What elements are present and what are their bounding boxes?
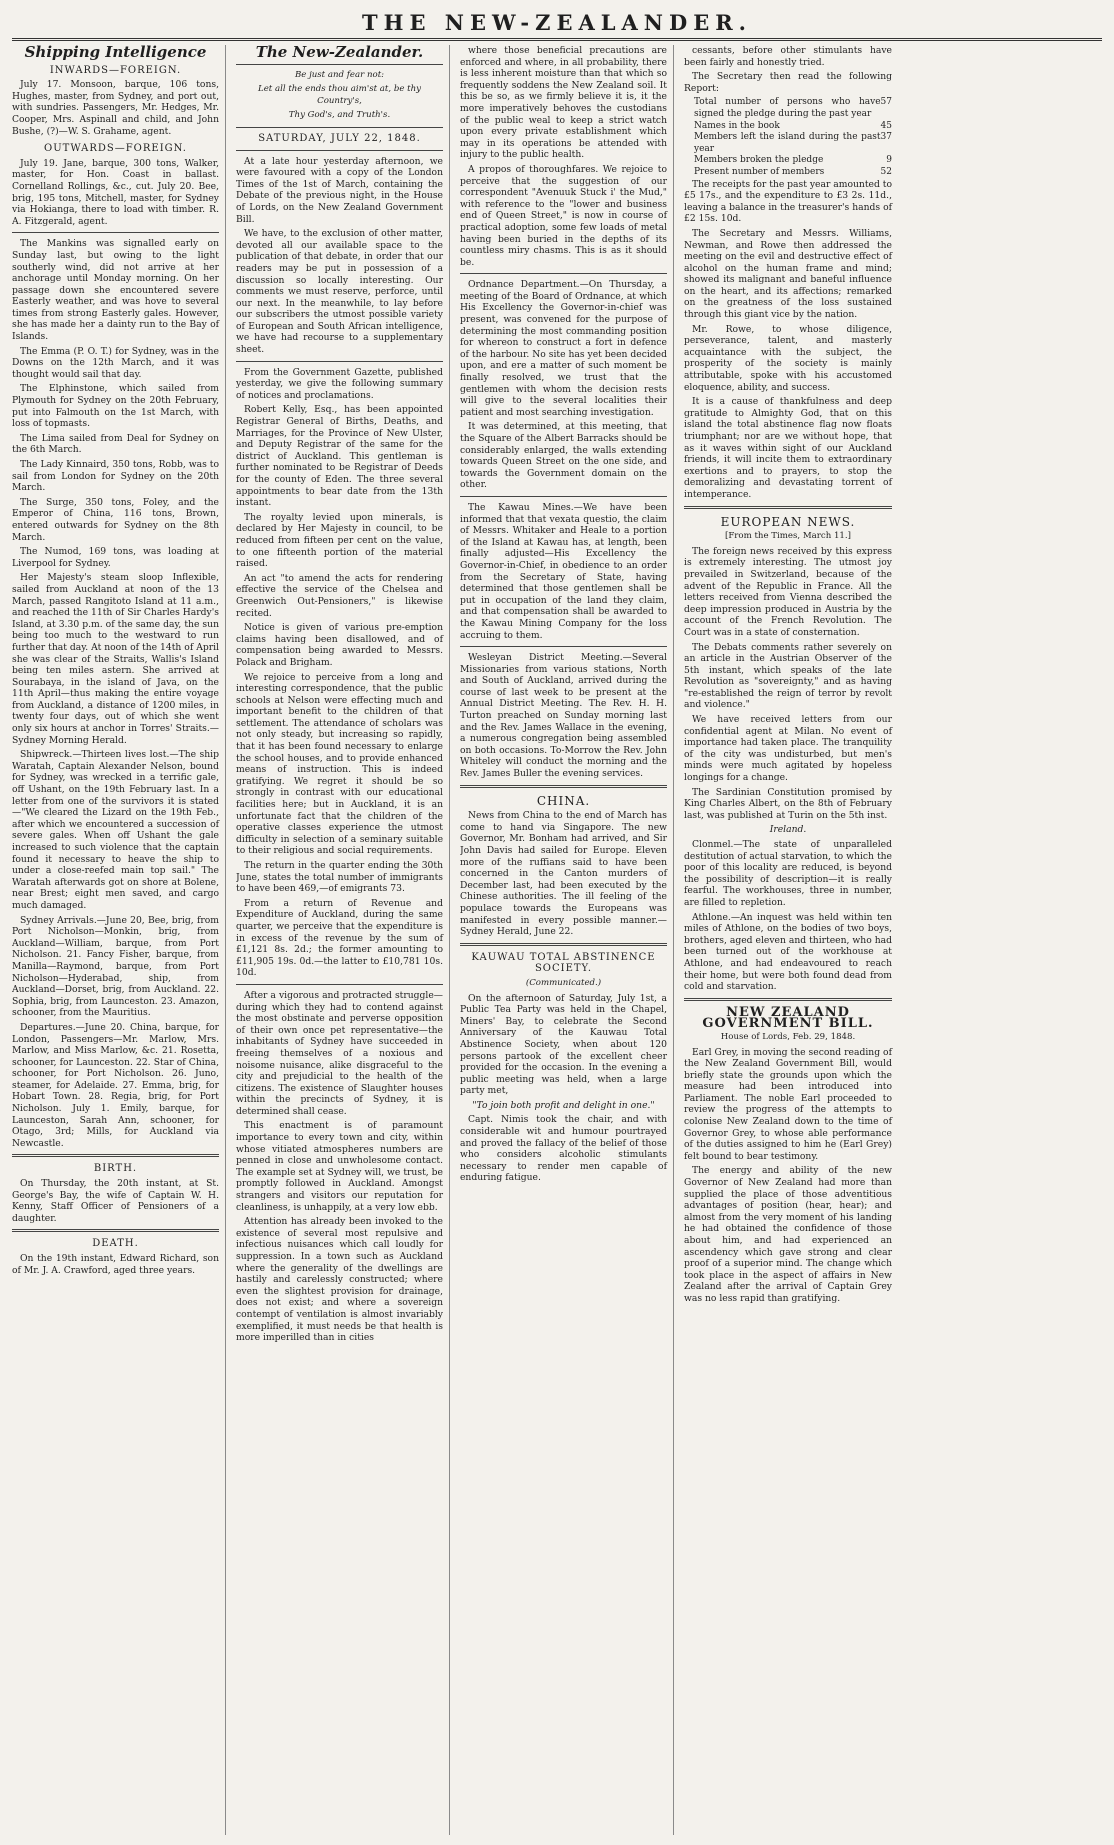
column-news <box>684 45 898 1835</box>
divider <box>236 150 443 151</box>
abstinence-quote: "To join both profit and delight in one." <box>472 1099 655 1111</box>
stat-row <box>684 167 892 179</box>
editorial-title: The New-Zealander. <box>255 45 424 61</box>
news-para: Athlone.—An inquest was held within ten miles of Athlone, on the bodies of two boys, brothers, aged eleven and thirteen, who had been turned out of the workhouse at Athlone, and had endeavoured to reach their home, but were both found dead from cold and starvation. <box>684 911 892 993</box>
abstinence-heading: KAUWAU TOTAL ABSTINENCE SOCIETY. <box>471 951 656 975</box>
column-shipping <box>12 45 226 1835</box>
abstinence-para: On the afternoon of Saturday, July 1st, a Public Tea Party was held in the Chapel, Miners' Bay, to celebrate the Second Anniversary of the Kauwau Total Abstinence Society, when about 120 persons partook of the excellent cheer provided for the occasion. In the evening a public meeting was held, when a large party met, <box>460 992 667 1097</box>
inwards-heading: INWARDS—FOREIGN. <box>49 64 182 76</box>
editorial-para: At a late hour yesterday afternoon, we were favoured with a copy of the London Times of the 1st of March, containing the Debate of the previous night, in the House of Lords, on the New Zealand Government Bill. <box>236 155 443 225</box>
divider <box>236 361 443 362</box>
shipping-para: The Elphinstone, which sailed from Plymouth for Sydney on the 20th February, put into Falmouth on the 1st March, with loss of topmasts. <box>12 383 219 430</box>
china-heading: CHINA. <box>536 793 591 808</box>
birth-notice: On Thursday, the 20th instant, at St. George's Bay, the wife of Captain W. H. Kenny, Staff Officer of Pensioners of a daughter. <box>12 1178 219 1224</box>
divider <box>236 64 443 65</box>
editorial-para: We have, to the exclusion of other matter, devoted all our available space to the publication of that debate, in order that our readers may be put in possession of a discussion so locally interesting. Our comments we must reserve, perforce, until our next. In the meanwhile, to lay before our subscribers the utmost possible variety of European and South African intelligence, we have had recourse to a supplementary sheet. <box>236 228 443 356</box>
stat-row <box>684 132 892 155</box>
columns <box>12 45 1102 1835</box>
ordnance-para: Ordnance Department.—On Thursday, a meeting of the Board of Ordnance, at which His Excellency the Governor-in-chief was present, was convened for the purpose of determining the most commanding position for whereon to construct a fort in defence of the harbour. No site has yet been decided upon, and ere a matter of such moment be finally resolved, we trust that the gentlemen with whom the decision rests will give to the several localities their patient and most searching investigation. <box>460 279 667 418</box>
shipping-title: Shipping Intelligence <box>24 45 207 61</box>
divider <box>12 1229 219 1232</box>
editorial-para: An act "to amend the acts for rendering effective the service of the Chelsea and Greenwich Out-Pensioners," is likewise recited. <box>236 572 443 619</box>
stat-value: 52 <box>880 166 892 177</box>
stat-label: Total number of persons who have signed the pledge during the past year <box>694 97 881 119</box>
death-heading: DEATH. <box>92 1238 139 1250</box>
outwards-text: July 19. Jane, barque, 300 tons, Walker, master, for Hon. Coast in ballast. Cornelland Rollings, &c., cut. July 20. Bee, brig, 195 tons, Mitchell, master, for Sydney via Hokianga, there to load with timber. R. A. Fitzgerald, agent. <box>12 157 219 227</box>
divider <box>460 943 667 946</box>
news-para: We have received letters from our confidential agent at Milan. No event of importance had taken place. The tranquility of the city was undisturbed, but men's minds were much agitated by hopeless longings for a change. <box>684 714 892 784</box>
column-editorial <box>236 45 450 1835</box>
news-para: The foreign news received by this express is extremely interesting. The utmost joy prevailed in Switzerland, because of the advent of the Republic in France. All the letters received from Vienna described the deep impression produced in Austria by the account of the French Revolution. The Court was in a state of consternation. <box>684 545 892 638</box>
motto-line: Thy God's, and Truth's. <box>288 110 391 121</box>
stat-row <box>684 155 892 167</box>
report-stats <box>684 97 892 178</box>
divider <box>460 646 667 647</box>
death-notice: On the 19th instant, Edward Richard, son of Mr. J. A. Crawford, aged three years. <box>12 1253 219 1276</box>
editorial-para: We rejoice to perceive from a long and interesting correspondence, that the public schools at Nelson were effecting much and important benefit to the children of that settlement. The attendance of scholars was not only steady, but increasing so rapidly, that it has been found necessary to enlarge the school houses, and to provide enhanced means of instruction. This is indeed gratifying. We regret it should be so strongly in contrast with our educational facilities here; but in Auckland, it is an unfortunate fact that the children of the operative classes experience the utmost difficulty in selection of a seminary suitable to their religious and social requirements. <box>236 671 443 857</box>
local-para: A propos of thoroughfares. We rejoice to perceive that the suggestion of our correspondent "Avenuuk Stuck i' the Mud," with reference to the "lower and business end of Queen Street," is now in course of practical adoption, some few loads of metal having been buried in the depths of its countless miry chasms. This is as it should be. <box>460 163 667 268</box>
divider <box>236 127 443 128</box>
china-para: News from China to the end of March has come to hand via Singapore. The new Governor, Mr. Bonham had arrived, and Sir John Davis had sailed for Europe. Eleven more of the ruffians said to have been concerned in the Canton murders of December last, had been executed by the Chinese authorities. The ill feeling of the populace towards the Europeans was manifested in every possible manner.—Sydney Herald, June 22. <box>460 810 667 938</box>
stat-label: Members left the island during the past year <box>694 132 881 154</box>
news-para: The Sardinian Constitution promised by King Charles Albert, on the 8th of February last, was published at Turin on the 5th inst. <box>684 786 892 821</box>
european-news-heading: EUROPEAN NEWS. <box>720 514 856 529</box>
divider <box>684 506 892 509</box>
editorial-para: After a vigorous and protracted struggle—during which they had to contend against the most obstinate and perverse opposition of their own once pet representative—the inhabitants of Sydney have succeeded in freeing themselves of a noxious and noisome nuisance, alike disgraceful to the city and prejudicial to the health of the citizens. The existence of Slaughter houses within the precincts of Sydney, it is determined shall cease. <box>236 989 443 1117</box>
shipping-para: The Lima sailed from Deal for Sydney on the 6th March. <box>12 432 219 456</box>
column-local <box>460 45 674 1835</box>
editorial-para: This enactment is of paramount importance to every town and city, within whose vitiated atmospheres numbers are penned in close and unwholesome contact. The example set at Sydney will, we trust, be promptly followed in Auckland. Amongst strangers and visitors our reputation for cleanliness, is unhappily, at a very low ebb. <box>236 1120 443 1213</box>
ireland-heading: Ireland. <box>769 824 807 836</box>
sydney-arrivals: Sydney Arrivals.—June 20, Bee, brig, from Port Nicholson—Monkin, brig, from Auckland—William, barque, from Port Nicholson. 21. Fancy Fisher, barque, from Manilla—Raymond, barque, from Port Nicholson—Hyderabad, ship, from Auckland—Dorset, brig, from Auckland. 22. Sophia, brig, from Launceston. 23. Amazon, schooner, from the Mauritius. <box>12 914 219 1019</box>
divider <box>460 496 667 497</box>
shipwreck-para: Shipwreck.—Thirteen lives lost.—The ship Waratah, Captain Alexander Nelson, bound for Sydney, was wrecked in a terrific gale, off Ushant, on the 19th February last. In a letter from one of the survivors it is stated—"We cleared the Lizard on the 19th Feb., after which we encountered a succession of severe gales. When off Ushant the gale increased to such violence that the captain found it necessary to heave the ship to under a close-reefed main top sail." The Waratah afterwards got on shore at Bolene, near Brest; eight men saved, and cargo much damaged. <box>12 749 219 911</box>
editorial-para: Attention has already been invoked to the existence of several most repulsive and infectious nuisances which call loudly for suppression. In a town such as Auckland where the generality of the dwellings are hastily and carelessly constructed; where even the slightest provision for drainage, does not exist; and where a sovereign contempt of ventilation is almost invariably exemplified, it must needs be that health is more imperilled than in cities <box>236 1216 443 1344</box>
nz-bill-subheading: House of Lords, Feb. 29, 1848. <box>720 1031 856 1042</box>
report-para: It is a cause of thankfulness and deep gratitude to Almighty God, that on this island the total abstinence flag now floats triumphant; nor are we without hope, that as it waves within sight of our Auckland friends, it will incite them to extraordinary exertions and to prayers, to stop the demoralizing and devastating torrent of intemperance. <box>684 396 892 500</box>
stat-label: Present number of members <box>694 166 825 177</box>
shipping-para: The Emma (P. O. T.) for Sydney, was in the Downs on the 12th March, and it was thought would sail that day. <box>12 345 219 380</box>
stat-value: 9 <box>886 155 892 166</box>
abstinence-para: Capt. Nimis took the chair, and with considerable wit and humour pourtrayed and proved the fallacy of the belief of those who considers alcoholic stimulants necessary to render men capable of enduring fatigue. <box>460 1114 667 1184</box>
editorial-para: Robert Kelly, Esq., has been appointed Registrar General of Births, Deaths, and Marriages, for the Province of New Ulster, and Deputy Registrar of the same for the district of Auckland. This gentleman is further nominated to be Registrar of Deeds for the county of Eden. The three several appointments to bear date from the 13th instant. <box>236 404 443 509</box>
ordnance-para: It was determined, at this meeting, that the Square of the Albert Barracks should be considerably enlarged, the walls extending towards Queen Street on the one side, and towards the Government domain on the other. <box>460 421 667 491</box>
nz-bill-para: Earl Grey, in moving the second reading of the New Zealand Government Bill, would briefly state the grounds upon which the measure had been introduced into Parliament. The noble Earl proceeded to review the progress of the attempts to colonise New Zealand down to the time of Governor Grey, to whose able performance of the duties assigned to him he (Earl Grey) felt bound to bear testimony. <box>684 1046 892 1162</box>
divider <box>12 232 219 233</box>
birth-heading: BIRTH. <box>93 1163 138 1175</box>
masthead: THE NEW-ZEALANDER. <box>361 10 752 35</box>
editorial-para: Notice is given of various pre-emption claims having been disallowed, and of compensation being awarded to Messrs. Polack and Brigham. <box>236 622 443 668</box>
shipping-para: Her Majesty's steam sloop Inflexible, sailed from Auckland at noon of the 13 March, passed Rangitoto Island at 11 a.m., and reached the 11th of Sir Charles Hardy's Island, at 3.30 p.m. of the same day, the sun being too much to the westward to run further that day. At noon of the 14th of April she was clear of the Straits, Wallis's Island being ten miles astern. She arrived at Sourabaya, in the island of Java, on the 11th April—thus making the entire voyage from Auckland, a distance of 1200 miles, in twenty four days, out of which she went only six hours at anchor in Torres' Straits.—Sydney Morning Herald. <box>12 572 219 746</box>
editorial-para: The return in the quarter ending the 30th June, states the total number of immigrants to have been 469,—of emigrants 73. <box>236 860 443 895</box>
editorial-para: From a return of Revenue and Expenditure of Auckland, during the same quarter, we perceive that the expenditure is in excess of the revenue by the sum of £1,121 8s. 2d.; the former amounting to £11,905 19s. 0d.—the latter to £10,781 10s. 10d. <box>236 897 443 979</box>
abstinence-subheading: (Communicated.) <box>525 977 602 988</box>
editorial-para: From the Government Gazette, published yesterday, we give the following summary of notices and proclamations. <box>236 366 443 401</box>
divider <box>12 1154 219 1157</box>
inwards-text: July 17. Monsoon, barque, 106 tons, Hughes, master, from Sydney, and port out, with sundries. Passengers, Mr. Hedges, Mr. Cooper, Mrs. Aspinall and child, and John Bushe, (?)—W. S. Grahame, agent. <box>12 79 219 137</box>
divider <box>460 273 667 274</box>
wesleyan-para: Wesleyan District Meeting.—Several Missionaries from various stations, North and South of Auckland, arrived during the course of last week to be present at the Annual District Meeting. The Rev. H. H. Turton preached on Sunday morning last and the Rev. James Wallace in the evening, a numerous congregation being assembled on both occasions. To-Morrow the Rev. John Whiteley will conduct the morning and the Rev. James Buller the evening services. <box>460 652 667 780</box>
news-para: The Debats comments rather severely on an article in the Austrian Observer of the 5th instant, which speaks of the late Revolution as "sovereignty," and as having "re-established the reign of terror by revolt and violence." <box>684 641 892 711</box>
editorial-para: The royalty levied upon minerals, is declared by Her Majesty in council, to be reduced from fifteen per cent on the value, to one fifteenth portion of the material raised. <box>236 511 443 570</box>
divider <box>460 785 667 788</box>
stat-value: 37 <box>880 132 892 143</box>
motto-line: Let all the ends thou aim'st at, be thy Country's, <box>257 84 421 106</box>
shipping-para: The Numod, 169 tons, was loading at Liverpool for Sydney. <box>12 546 219 569</box>
report-para: Mr. Rowe, to whose diligence, perseverance, talent, and masterly acquaintance with the subject, the prosperity of the society is mainly attributable, spoke with his accustomed eloquence, ability, and success. <box>684 323 892 393</box>
report-intro: The Secretary then read the following Report: <box>684 71 892 94</box>
stat-label: Members broken the pledge <box>694 155 824 166</box>
stat-label: Names in the book <box>694 120 780 131</box>
european-news-source: [From the Times, March 11.] <box>724 531 851 542</box>
divider <box>236 984 443 985</box>
divider <box>684 998 892 1001</box>
outwards-heading: OUTWARDS—FOREIGN. <box>44 143 187 155</box>
nz-bill-para: The energy and ability of the new Governor of New Zealand had more than supplied the place of those adventitious advantages of position (hear, hear); and almost from the very moment of his landing he had obtained the confidence of those about him, and had experienced an ascendency which gave strong and clear proof of a superior mind. The change which took place in the aspect of affairs in New Zealand after the arrival of Captain Grey was no less rapid than gratifying. <box>684 1165 892 1304</box>
report-para: The receipts for the past year amounted to £5 17s., and the expenditure to £3 2s. 11d., leaving a balance in the treasurer's hands of £2 15s. 10d. <box>684 178 892 225</box>
kawau-mines-para: The Kawau Mines.—We have been informed that that vexata questio, the claim of Messrs. Whitaker and Heale to a portion of the Island at Kawau has, at length, been finally adjusted—His Excellency the Governor-in-Chief, in obedience to an order from the Secretary of State, having determined that those gentlemen shall be put in occupation of the land they claim, and that compensation shall be awarded to the Kawau Mining Company for the loss accruing to them. <box>460 501 667 641</box>
news-para: Clonmel.—The state of unparalleled destitution of actual starvation, to which the poor of this locality are reduced, is beyond the possibility of description—it is really fearful. The workhouses, three in number, are filled to repletion. <box>684 839 892 908</box>
dateline: SATURDAY, JULY 22, 1848. <box>258 132 421 144</box>
masthead-rule <box>12 38 1102 41</box>
shipping-para: The Surge, 350 tons, Foley, and the Emperor of China, 116 tons, Brown, entered outwards for Sydney on the 8th March. <box>12 496 219 543</box>
shipping-para: The Lady Kinnaird, 350 tons, Robb, was to sail from London for Sydney on the 20th March. <box>12 459 219 494</box>
departures: Departures.—June 20. China, barque, for London, Passengers—Mr. Marlow, Mrs. Marlow, and Miss Marlow, &c. 21. Rosetta, schooner, for Launceston. 22. Star of China, schooner, for Port Nicholson. 26. Juno, steamer, for Adelaide. 27. Emma, brig, for Hobart Town. 28. Regia, brig, for Port Nicholson. July 1. Emily, barque, for Launceston, Sarah Ann, schooner, for Otago, 3rd; Mills, for Auckland via Newcastle. <box>12 1021 219 1149</box>
abstinence-cont: cessants, before other stimulants have been fairly and honestly tried. <box>684 45 892 68</box>
stat-value: 57 <box>880 97 892 108</box>
nz-bill-heading: NEW ZEALAND GOVERNMENT BILL. <box>702 1004 874 1032</box>
stat-row <box>684 97 892 120</box>
motto-line: Be just and fear not: <box>294 69 385 80</box>
stat-row <box>684 121 892 133</box>
report-para: The Secretary and Messrs. Williams, Newman, and Rowe then addressed the meeting on the evil and destructive effect of alcohol on the human frame and mind; showed its malignant and baneful influence on the heart, and its affections; remarked on the greatness of the loss sustained through this giant vice by the nation. <box>684 227 892 321</box>
stat-value: 45 <box>880 120 892 131</box>
local-para: where those beneficial precautions are enforced and where, in all probability, there is less inherent moisture than that which so frequently soddens the New Zealand soil. It this be so, as we firmly believe it is, it the more imperatively behoves the custodians of the public weal to keep a strict watch upon every private establishment which may in its operations be attended with injury to the public health. <box>460 45 667 161</box>
shipping-para: The Mankins was signalled early on Sunday last, but owing to the light southerly wind, did not arrive at her anchorage until Monday morning. On her passage down she encountered severe Easterly weather, and was hove to several times from strong Easterly gales. However, she has made her a dainty run to the Bay of Islands. <box>12 238 219 343</box>
